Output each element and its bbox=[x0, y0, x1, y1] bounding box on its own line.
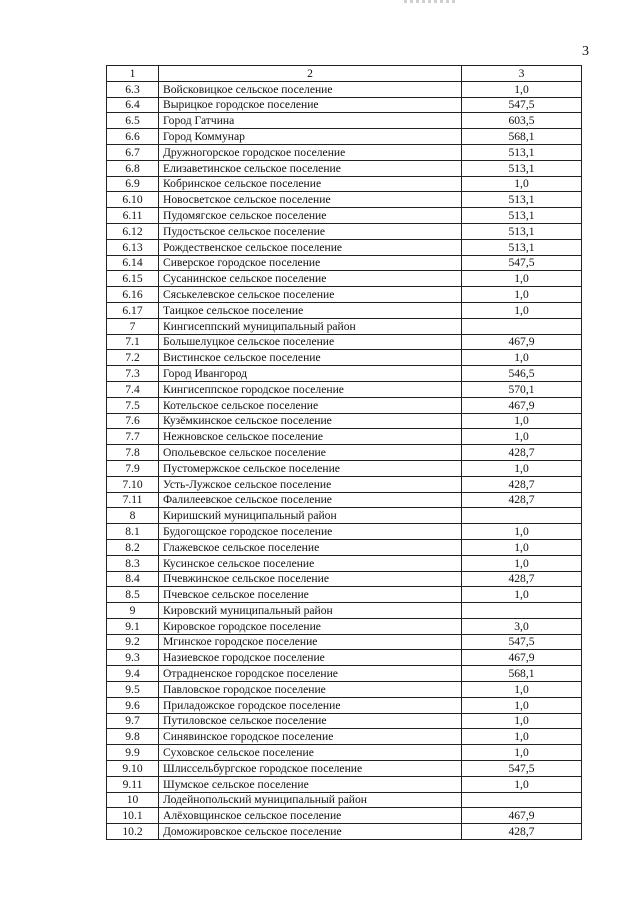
row-name-cell: Войсковицкое сельское поселение bbox=[159, 81, 462, 97]
row-value-cell: 1,0 bbox=[462, 745, 582, 761]
table-row bbox=[107, 555, 582, 571]
page-number: 3 bbox=[582, 44, 589, 59]
row-value-cell: 1,0 bbox=[462, 555, 582, 571]
row-value-cell: 1,0 bbox=[462, 682, 582, 698]
table-row bbox=[107, 381, 582, 397]
table-row bbox=[107, 192, 582, 208]
table-row bbox=[107, 160, 582, 176]
row-value-cell: 467,9 bbox=[462, 397, 582, 413]
row-number-cell: 6.17 bbox=[107, 302, 159, 318]
row-name-cell: Путиловское сельское поселение bbox=[159, 713, 462, 729]
row-value-cell: 1,0 bbox=[462, 413, 582, 429]
row-name-cell: Павловское городское поселение bbox=[159, 682, 462, 698]
row-name-cell: Отрадненское городское поселение bbox=[159, 666, 462, 682]
row-number-cell: 7.3 bbox=[107, 366, 159, 382]
row-number-cell: 7 bbox=[107, 318, 159, 334]
row-value-cell: 513,1 bbox=[462, 239, 582, 255]
table-row bbox=[107, 603, 582, 619]
row-name-cell: Дружногорское городское поселение bbox=[159, 144, 462, 160]
allocation-table bbox=[106, 65, 582, 840]
row-value-cell: 1,0 bbox=[462, 287, 582, 303]
row-number-cell: 6.16 bbox=[107, 287, 159, 303]
table-row bbox=[107, 318, 582, 334]
row-value-cell: 467,9 bbox=[462, 808, 582, 824]
table-row bbox=[107, 492, 582, 508]
row-value-cell: 1,0 bbox=[462, 524, 582, 540]
table-row bbox=[107, 397, 582, 413]
row-number-cell: 8.3 bbox=[107, 555, 159, 571]
row-value-cell: 1,0 bbox=[462, 697, 582, 713]
row-number-cell: 8.4 bbox=[107, 571, 159, 587]
row-name-cell: Новосветское сельское поселение bbox=[159, 192, 462, 208]
table-row bbox=[107, 97, 582, 113]
table-row bbox=[107, 539, 582, 555]
table-row bbox=[107, 334, 582, 350]
row-value-cell: 1,0 bbox=[462, 81, 582, 97]
row-name-cell: Нежновское сельское поселение bbox=[159, 429, 462, 445]
row-name-cell: Мгинское городское поселение bbox=[159, 634, 462, 650]
row-name-cell: Город Коммунар bbox=[159, 129, 462, 145]
row-number-cell: 7.2 bbox=[107, 350, 159, 366]
row-number-cell: 9.2 bbox=[107, 634, 159, 650]
row-number-cell: 9.3 bbox=[107, 650, 159, 666]
table-row bbox=[107, 302, 582, 318]
row-number-cell: 7.6 bbox=[107, 413, 159, 429]
row-name-cell: Алёховщинское сельское поселение bbox=[159, 808, 462, 824]
header-cell-number: 1 bbox=[107, 66, 159, 82]
row-value-cell: 467,9 bbox=[462, 334, 582, 350]
table-row bbox=[107, 413, 582, 429]
row-value-cell: 513,1 bbox=[462, 192, 582, 208]
row-name-cell: Суховское сельское поселение bbox=[159, 745, 462, 761]
row-number-cell: 9 bbox=[107, 603, 159, 619]
row-number-cell: 10.1 bbox=[107, 808, 159, 824]
row-number-cell: 9.1 bbox=[107, 618, 159, 634]
row-number-cell: 9.10 bbox=[107, 761, 159, 777]
row-value-cell bbox=[462, 603, 582, 619]
table-row bbox=[107, 239, 582, 255]
table-row bbox=[107, 761, 582, 777]
row-number-cell: 7.11 bbox=[107, 492, 159, 508]
row-value-cell: 428,7 bbox=[462, 824, 582, 840]
row-number-cell: 6.4 bbox=[107, 97, 159, 113]
row-name-cell: Будогощское городское поселение bbox=[159, 524, 462, 540]
table-row bbox=[107, 113, 582, 129]
row-name-cell: Котельское сельское поселение bbox=[159, 397, 462, 413]
row-value-cell: 428,7 bbox=[462, 476, 582, 492]
table-row bbox=[107, 460, 582, 476]
row-value-cell: 513,1 bbox=[462, 160, 582, 176]
row-name-cell: Рождественское сельское поселение bbox=[159, 239, 462, 255]
row-name-cell: Сусанинское сельское поселение bbox=[159, 271, 462, 287]
row-number-cell: 9.4 bbox=[107, 666, 159, 682]
row-value-cell: 570,1 bbox=[462, 381, 582, 397]
row-name-cell: Шлиссельбургское городское поселение bbox=[159, 761, 462, 777]
row-name-cell: Город Гатчина bbox=[159, 113, 462, 129]
row-number-cell: 7.1 bbox=[107, 334, 159, 350]
row-number-cell: 7.8 bbox=[107, 445, 159, 461]
row-value-cell: 1,0 bbox=[462, 776, 582, 792]
row-value-cell: 547,5 bbox=[462, 761, 582, 777]
row-number-cell: 9.9 bbox=[107, 745, 159, 761]
header-cell-value: 3 bbox=[462, 66, 582, 82]
table-row bbox=[107, 824, 582, 840]
row-name-cell: Елизаветинское сельское поселение bbox=[159, 160, 462, 176]
row-number-cell: 7.9 bbox=[107, 460, 159, 476]
row-name-cell: Пустомержское сельское поселение bbox=[159, 460, 462, 476]
row-number-cell: 6.10 bbox=[107, 192, 159, 208]
row-number-cell: 7.10 bbox=[107, 476, 159, 492]
table-row bbox=[107, 682, 582, 698]
table-row bbox=[107, 476, 582, 492]
row-number-cell: 8.2 bbox=[107, 539, 159, 555]
row-value-cell: 1,0 bbox=[462, 539, 582, 555]
row-value-cell: 1,0 bbox=[462, 302, 582, 318]
row-value-cell: 568,1 bbox=[462, 129, 582, 145]
table-row bbox=[107, 776, 582, 792]
table-row bbox=[107, 634, 582, 650]
row-name-cell: Назиевское городское поселение bbox=[159, 650, 462, 666]
row-name-cell: Большелуцкое сельское поселение bbox=[159, 334, 462, 350]
table-row bbox=[107, 129, 582, 145]
row-value-cell: 513,1 bbox=[462, 208, 582, 224]
row-number-cell: 10.2 bbox=[107, 824, 159, 840]
row-name-cell: Киришский муниципальный район bbox=[159, 508, 462, 524]
row-value-cell: 467,9 bbox=[462, 650, 582, 666]
row-value-cell: 513,1 bbox=[462, 144, 582, 160]
row-name-cell: Фалилеевское сельское поселение bbox=[159, 492, 462, 508]
row-name-cell: Сиверское городское поселение bbox=[159, 255, 462, 271]
row-value-cell bbox=[462, 792, 582, 808]
row-value-cell: 1,0 bbox=[462, 713, 582, 729]
row-number-cell: 10 bbox=[107, 792, 159, 808]
row-name-cell: Вистинское сельское поселение bbox=[159, 350, 462, 366]
table-row bbox=[107, 176, 582, 192]
table-row bbox=[107, 255, 582, 271]
row-name-cell: Приладожское городское поселение bbox=[159, 697, 462, 713]
row-value-cell: 568,1 bbox=[462, 666, 582, 682]
table-row bbox=[107, 350, 582, 366]
table-row bbox=[107, 81, 582, 97]
row-value-cell: 513,1 bbox=[462, 223, 582, 239]
row-name-cell: Пчевское сельское поселение bbox=[159, 587, 462, 603]
row-name-cell: Кингисеппское городское поселение bbox=[159, 381, 462, 397]
row-name-cell: Кобринское сельское поселение bbox=[159, 176, 462, 192]
row-name-cell: Кузёмкинское сельское поселение bbox=[159, 413, 462, 429]
row-number-cell: 8.1 bbox=[107, 524, 159, 540]
row-name-cell: Кингисеппский муниципальный район bbox=[159, 318, 462, 334]
table-row bbox=[107, 745, 582, 761]
header-cell-name: 2 bbox=[159, 66, 462, 82]
row-number-cell: 6.5 bbox=[107, 113, 159, 129]
row-name-cell: Город Ивангород bbox=[159, 366, 462, 382]
row-name-cell: Пудомягское сельское поселение bbox=[159, 208, 462, 224]
row-value-cell: 547,5 bbox=[462, 634, 582, 650]
row-value-cell: 428,7 bbox=[462, 492, 582, 508]
table-header-row bbox=[107, 66, 582, 82]
row-value-cell: 547,5 bbox=[462, 255, 582, 271]
table-row bbox=[107, 792, 582, 808]
table-row bbox=[107, 366, 582, 382]
row-number-cell: 9.5 bbox=[107, 682, 159, 698]
row-name-cell: Лодейнопольский муниципальный район bbox=[159, 792, 462, 808]
row-name-cell: Глажевское сельское поселение bbox=[159, 539, 462, 555]
row-number-cell: 6.7 bbox=[107, 144, 159, 160]
row-name-cell: Кировский муниципальный район bbox=[159, 603, 462, 619]
scan-artifact bbox=[404, 0, 456, 3]
row-value-cell: 1,0 bbox=[462, 587, 582, 603]
table-row bbox=[107, 587, 582, 603]
row-number-cell: 7.4 bbox=[107, 381, 159, 397]
table-row bbox=[107, 729, 582, 745]
table-row bbox=[107, 287, 582, 303]
row-number-cell: 7.7 bbox=[107, 429, 159, 445]
row-number-cell: 6.6 bbox=[107, 129, 159, 145]
row-number-cell: 8.5 bbox=[107, 587, 159, 603]
row-number-cell: 6.14 bbox=[107, 255, 159, 271]
row-name-cell: Кировское городское поселение bbox=[159, 618, 462, 634]
row-number-cell: 6.11 bbox=[107, 208, 159, 224]
table-row bbox=[107, 808, 582, 824]
row-number-cell: 6.15 bbox=[107, 271, 159, 287]
row-name-cell: Кусинское сельское поселение bbox=[159, 555, 462, 571]
row-name-cell: Вырицкое городское поселение bbox=[159, 97, 462, 113]
row-value-cell: 1,0 bbox=[462, 429, 582, 445]
row-number-cell: 8 bbox=[107, 508, 159, 524]
table-row bbox=[107, 144, 582, 160]
table-row bbox=[107, 697, 582, 713]
row-number-cell: 7.5 bbox=[107, 397, 159, 413]
row-number-cell: 6.8 bbox=[107, 160, 159, 176]
table-row bbox=[107, 208, 582, 224]
row-name-cell: Сяськелевское сельское поселение bbox=[159, 287, 462, 303]
table-body bbox=[107, 66, 582, 840]
row-name-cell: Доможировское сельское поселение bbox=[159, 824, 462, 840]
row-name-cell: Пудостьское сельское поселение bbox=[159, 223, 462, 239]
row-number-cell: 9.8 bbox=[107, 729, 159, 745]
table-row bbox=[107, 429, 582, 445]
table-row bbox=[107, 271, 582, 287]
row-name-cell: Синявинское городское поселение bbox=[159, 729, 462, 745]
table-row bbox=[107, 713, 582, 729]
row-name-cell: Усть-Лужское сельское поселение bbox=[159, 476, 462, 492]
row-value-cell: 603,5 bbox=[462, 113, 582, 129]
row-value-cell: 546,5 bbox=[462, 366, 582, 382]
row-value-cell: 1,0 bbox=[462, 729, 582, 745]
row-value-cell bbox=[462, 508, 582, 524]
table-row bbox=[107, 666, 582, 682]
row-value-cell: 547,5 bbox=[462, 97, 582, 113]
row-value-cell: 3,0 bbox=[462, 618, 582, 634]
row-value-cell: 1,0 bbox=[462, 271, 582, 287]
table-row bbox=[107, 618, 582, 634]
table-row bbox=[107, 445, 582, 461]
row-value-cell bbox=[462, 318, 582, 334]
row-value-cell: 1,0 bbox=[462, 350, 582, 366]
row-number-cell: 9.6 bbox=[107, 697, 159, 713]
row-name-cell: Пчевжинское сельское поселение bbox=[159, 571, 462, 587]
row-value-cell: 1,0 bbox=[462, 176, 582, 192]
row-number-cell: 6.9 bbox=[107, 176, 159, 192]
table-row bbox=[107, 223, 582, 239]
row-number-cell: 6.13 bbox=[107, 239, 159, 255]
row-number-cell: 9.7 bbox=[107, 713, 159, 729]
table-row bbox=[107, 524, 582, 540]
row-number-cell: 9.11 bbox=[107, 776, 159, 792]
table-row bbox=[107, 571, 582, 587]
table-row bbox=[107, 508, 582, 524]
row-value-cell: 1,0 bbox=[462, 460, 582, 476]
row-name-cell: Таицкое сельское поселение bbox=[159, 302, 462, 318]
row-number-cell: 6.12 bbox=[107, 223, 159, 239]
row-name-cell: Опольевское сельское поселение bbox=[159, 445, 462, 461]
row-value-cell: 428,7 bbox=[462, 571, 582, 587]
row-value-cell: 428,7 bbox=[462, 445, 582, 461]
table-row bbox=[107, 650, 582, 666]
row-number-cell: 6.3 bbox=[107, 81, 159, 97]
row-name-cell: Шумское сельское поселение bbox=[159, 776, 462, 792]
